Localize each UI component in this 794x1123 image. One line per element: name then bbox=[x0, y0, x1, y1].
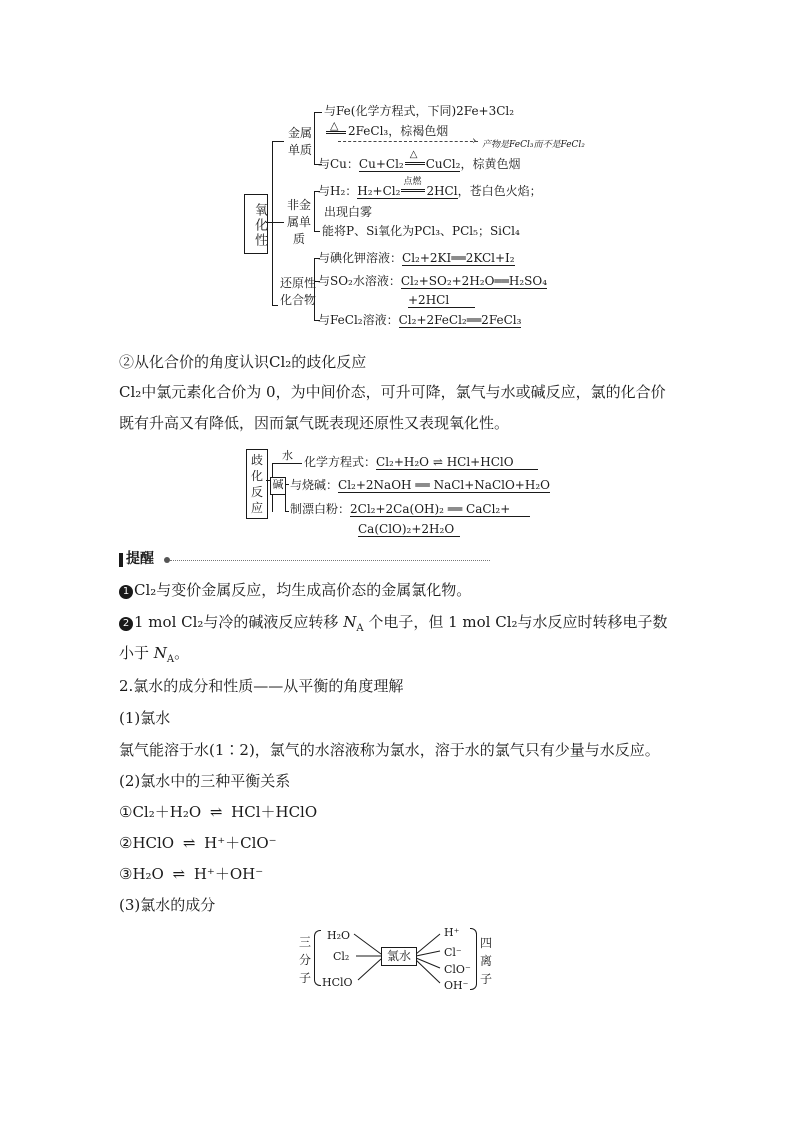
fe-note: 产物是FeCl₃而不是FeCl₂ bbox=[482, 140, 585, 150]
oxidizing-center-label: 氧化性 bbox=[252, 202, 267, 248]
equilibrium-3: ③H₂O ⇌ H⁺＋OH⁻ bbox=[119, 865, 264, 883]
disproportionation-heading: ②从化合价的角度认识Cl₂的歧化反应 bbox=[119, 353, 367, 371]
water-eq-row: 化学方程式：Cl₂+H₂O ⇌ HCl+HClO bbox=[304, 455, 538, 469]
ki-reaction: 与碘化钾溶液：Cl₂+2KI══2KCl+I₂ bbox=[318, 251, 515, 265]
tip-rule bbox=[170, 560, 490, 561]
water-label: 水 bbox=[282, 449, 293, 462]
disprop-center-box: 歧化反应 bbox=[246, 449, 268, 519]
tip-title: 提醒 bbox=[126, 551, 154, 567]
fe-heat-symbol: △ bbox=[330, 119, 339, 132]
chlorine-water-heading: 2.氯水的成分和性质——从平衡的角度理解 bbox=[119, 677, 404, 695]
chlorine-water-para1: 氯气能溶于水(1∶2)，氯气的水溶液称为氯水，溶于水的氯气只有少量与水反应。 bbox=[119, 741, 660, 759]
base-label-box: 碱 bbox=[270, 477, 286, 495]
ion-clo: ClO⁻ bbox=[444, 963, 471, 976]
ion-oh: OH⁻ bbox=[444, 979, 469, 992]
fe-reaction-line1: 与Fe(化学方程式，下同)2Fe+3Cl₂ bbox=[324, 104, 515, 118]
fe-note-arrow: › bbox=[472, 134, 477, 147]
bleach-eq-cont: Ca(ClO)₂+2H₂O bbox=[358, 522, 460, 536]
equilibrium-1: ①Cl₂＋H₂O ⇌ HCl＋HClO bbox=[119, 803, 318, 821]
disproportionation-paragraph: Cl₂中氯元素化合价为 0，为中间价态，可升可降，氯气与水或碱反应，氯的化合价既有升高又有降低，因而氯气既表现还原性又表现氧化性。 bbox=[119, 383, 666, 432]
tip-item-2: 2 1 mol Cl₂与冷的碱液反应转移 $N_A$ 个电子，但 1 mol Cl₂与水反应时转移电子数 bbox=[119, 612, 668, 639]
bleach-eq-row: 制漂白粉：2Cl₂+2Ca(OH)₂ ══ CaCl₂+ bbox=[290, 502, 530, 516]
fe-reaction-line2: 2FeCl₃，棕褐色烟 bbox=[348, 124, 449, 138]
branch-nonmetal-label: 非金属单质 bbox=[286, 198, 311, 246]
p-si-oxidation: 能将P、Si氧化为PCl₃、PCl₅；SiCl₄ bbox=[322, 224, 520, 238]
ion-cl: Cl⁻ bbox=[444, 946, 462, 959]
so2-reaction-cont: +2HCl bbox=[408, 293, 475, 307]
tip-marker bbox=[119, 553, 123, 567]
tip-item-1: 1 Cl₂与变价金属反应，均生成高价态的金属氯化物。 bbox=[119, 580, 471, 600]
four-ions-label: 四离子 bbox=[480, 936, 493, 986]
molecule-h2o: H₂O bbox=[327, 929, 351, 942]
so2-reaction: 与SO₂水溶液：Cl₂+SO₂+2H₂O══H₂SO₄ bbox=[318, 274, 548, 288]
oxidizing-center-box bbox=[244, 194, 268, 254]
tip-item-2-cont: 小于 $N_A$。 bbox=[119, 644, 190, 665]
three-molecules-label: 三分子 bbox=[299, 935, 312, 985]
chlorine-water-center-box: 氯水 bbox=[381, 947, 417, 966]
fecl2-reaction: 与FeCl₂溶液：Cl₂+2FeCl₂══2FeCl₃ bbox=[318, 313, 522, 327]
h2-white-mist: 出现白雾 bbox=[324, 205, 373, 219]
h2-reaction: 与H₂：H₂+Cl₂ 点燃 2HCl，苍白色火焰； bbox=[318, 177, 542, 198]
naoh-eq-row: 与烧碱：Cl₂+2NaOH ══ NaCl+NaClO+H₂O bbox=[290, 478, 550, 492]
molecule-cl2: Cl₂ bbox=[333, 950, 350, 963]
chlorine-water-sub2: (2)氯水中的三种平衡关系 bbox=[119, 772, 291, 790]
chlorine-water-sub3: (3)氯水的成分 bbox=[119, 896, 216, 914]
chlorine-water-sub1: (1)氯水 bbox=[119, 709, 171, 727]
equilibrium-2: ②HClO ⇌ H⁺＋ClO⁻ bbox=[119, 834, 277, 852]
cu-reaction: 与Cu：Cu+Cl₂ △ CuCl₂，棕黄色烟 bbox=[318, 149, 521, 171]
branch-metal-label: 金属单质 bbox=[287, 126, 312, 157]
ion-h: H⁺ bbox=[444, 926, 460, 939]
branch-reducing-label: 还原性化合物 bbox=[279, 276, 316, 307]
molecule-hclo: HClO bbox=[322, 976, 353, 989]
